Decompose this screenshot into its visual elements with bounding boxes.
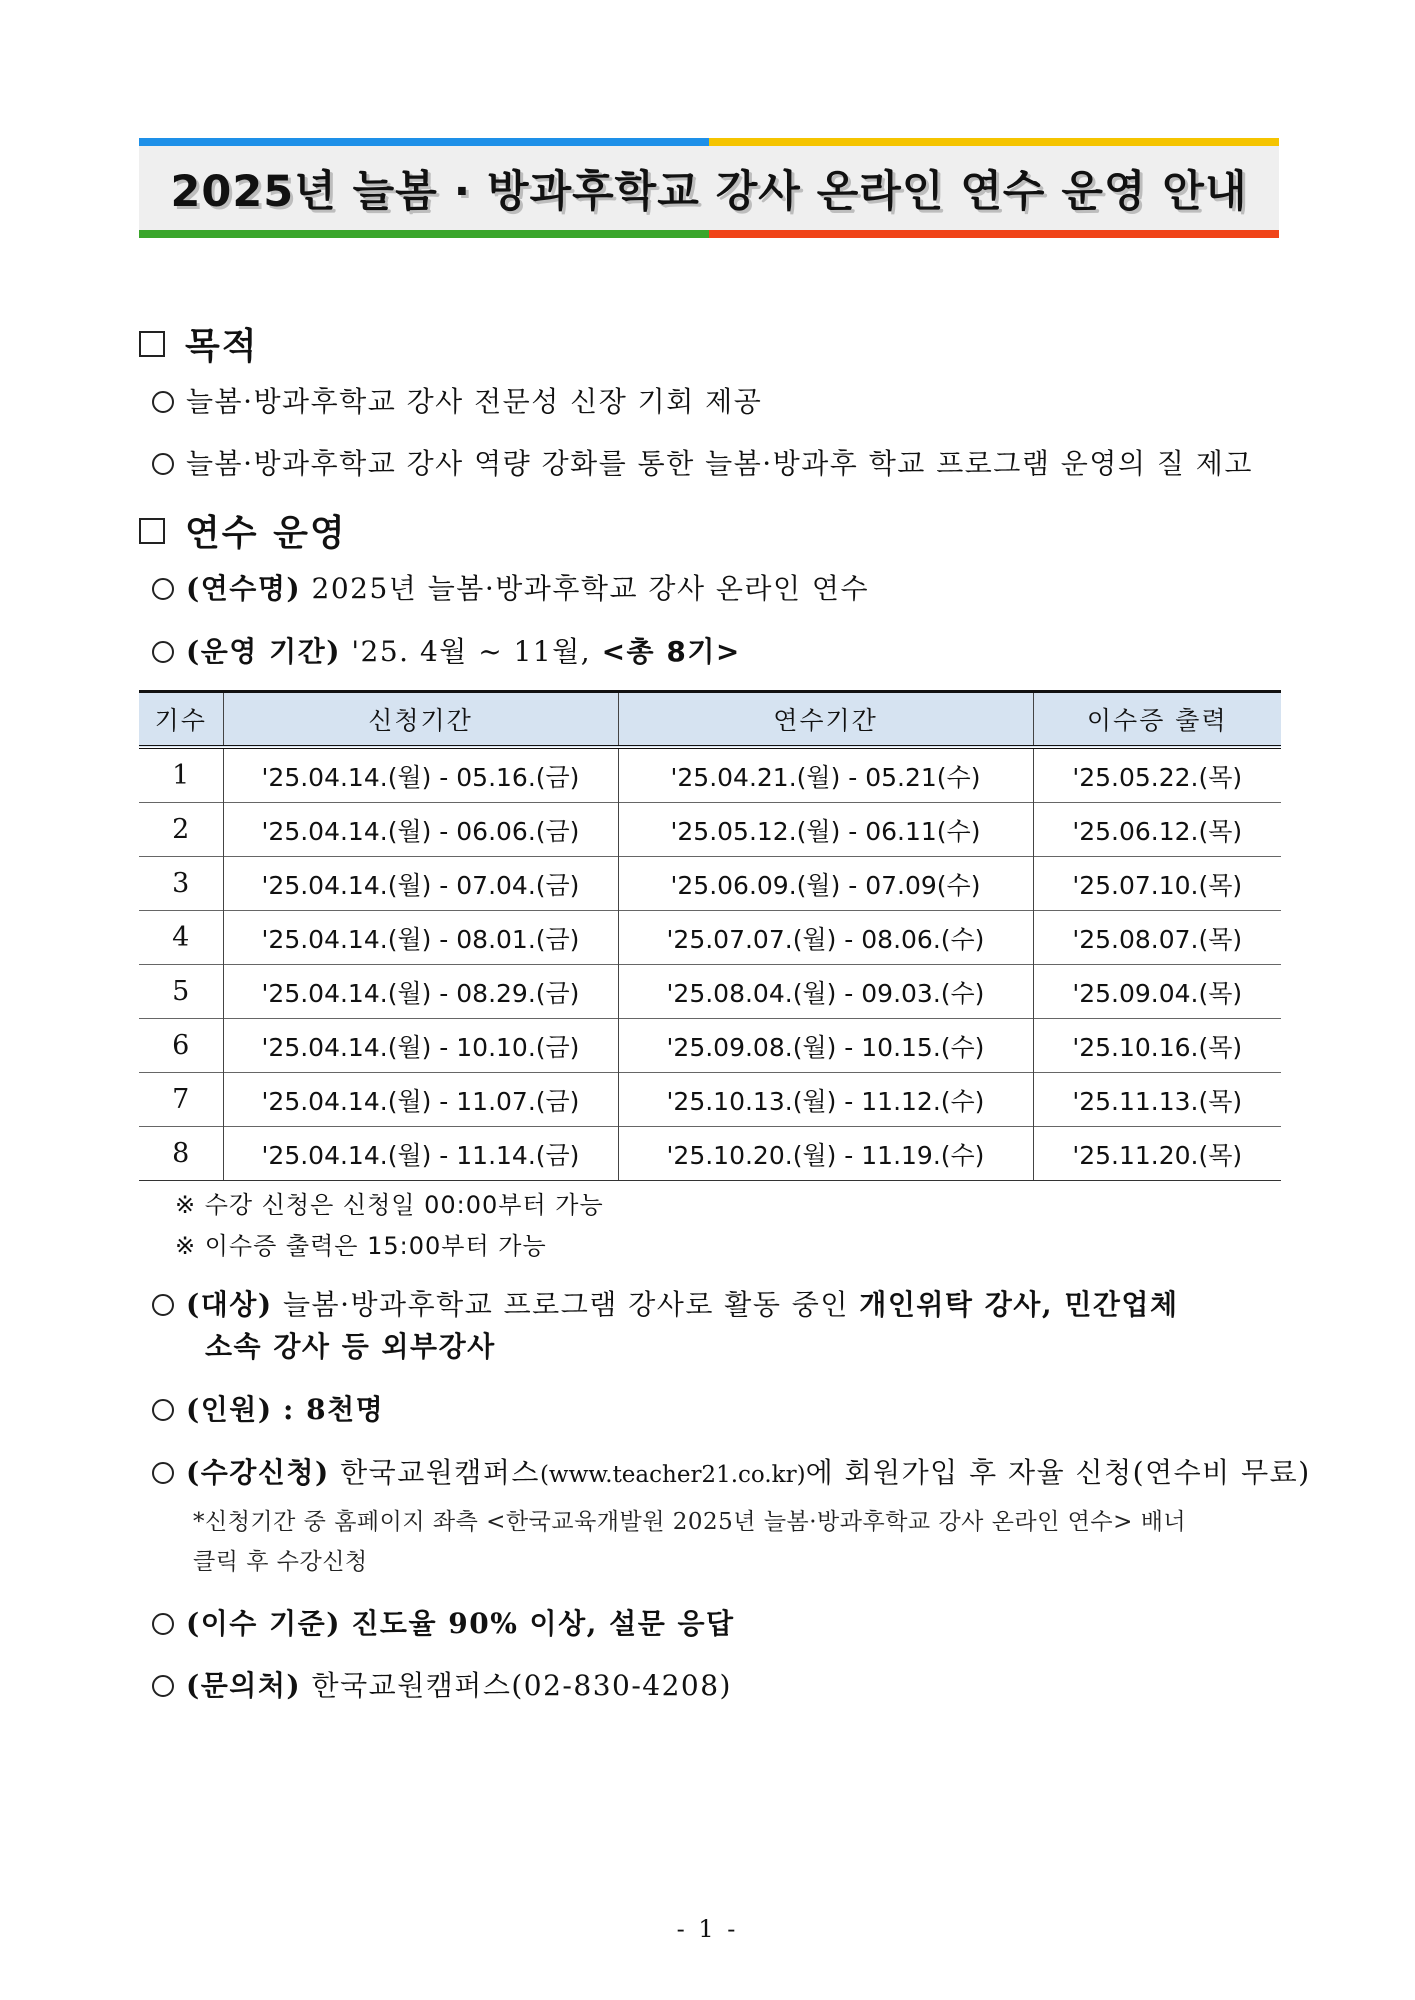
- enroll-item: (수강신청) 한국교원캠퍼스(www.teacher21.co.kr)에 회원가입 후 자율 신청(연수비 무료): [152, 1451, 1311, 1491]
- circle-bullet-icon: [152, 453, 174, 475]
- header-training-period: 연수기간: [618, 692, 1033, 748]
- enroll-subnote-2: 클릭 후 수강신청: [193, 1549, 368, 1575]
- title-bar-yellow: [709, 138, 1279, 146]
- purpose-item-2: 늘봄·방과후학교 강사 역량 강화를 통한 늘봄·방과후 학교 프로그램 운영의 질 제고: [152, 442, 1253, 482]
- count-item: (인원) : 8천명: [152, 1388, 384, 1428]
- header-cohort: 기수: [139, 692, 223, 748]
- table-row: 8 '25.04.14.(월) - 11.14.(금) '25.10.20.(월) - 11.19.(수) '25.11.20.(목): [139, 1127, 1281, 1181]
- square-bullet-icon: [139, 518, 165, 544]
- contact-item: (문의처) 한국교원캠퍼스(02-830-4208): [152, 1664, 732, 1704]
- title-background: [139, 146, 1279, 230]
- title-bar-green: [139, 230, 709, 238]
- training-period-item: (운영 기간) '25. 4월 ~ 11월, <총 8기>: [152, 630, 741, 670]
- enroll-subnote-1: *신청기간 중 홈페이지 좌측 <한국교육개발원 2025년 늘봄·방과후학교 강사 온라인 연수> 배너: [193, 1509, 1187, 1535]
- note-enrollment-time: ※ 수강 신청은 신청일 00:00부터 가능: [175, 1191, 604, 1219]
- circle-bullet-icon: [152, 1613, 174, 1635]
- header-certificate: 이수증 출력: [1033, 692, 1281, 748]
- note-certificate-time: ※ 이수증 출력은 15:00부터 가능: [175, 1232, 547, 1260]
- purpose-item-1: 늘봄·방과후학교 강사 전문성 신장 기회 제공: [152, 380, 762, 420]
- target-item-continued: 소속 강사 등 외부강사: [205, 1330, 496, 1363]
- section-purpose: [139, 318, 259, 369]
- table-row: 2 '25.04.14.(월) - 06.06.(금) '25.05.12.(월) - 06.11(수) '25.06.12.(목): [139, 803, 1281, 857]
- header-application-period: 신청기간: [223, 692, 618, 748]
- table-row: 7 '25.04.14.(월) - 11.07.(금) '25.10.13.(월) - 11.12.(수) '25.11.13.(목): [139, 1073, 1281, 1127]
- table-row: 6 '25.04.14.(월) - 10.10.(금) '25.09.08.(월) - 10.15.(수) '25.10.16.(목): [139, 1019, 1281, 1073]
- section-heading: 연수 운영: [185, 513, 347, 554]
- target-item: (대상) 늘봄·방과후학교 프로그램 강사로 활동 중인 개인위탁 강사, 민간업체: [152, 1283, 1179, 1323]
- square-bullet-icon: [139, 331, 165, 357]
- page-title: 2025년 늘봄 · 방과후학교 강사 온라인 연수 운영 안내: [170, 166, 1248, 217]
- schedule-table: [139, 690, 1281, 1181]
- table-row: 5 '25.04.14.(월) - 08.29.(금) '25.08.04.(월) - 09.03.(수) '25.09.04.(목): [139, 965, 1281, 1019]
- title-bar-red: [709, 230, 1279, 238]
- training-name-item: (연수명) 2025년 늘봄·방과후학교 강사 온라인 연수: [152, 567, 869, 607]
- circle-bullet-icon: [152, 1294, 174, 1316]
- circle-bullet-icon: [152, 641, 174, 663]
- circle-bullet-icon: [152, 391, 174, 413]
- table-row: 1 '25.04.14.(월) - 05.16.(금) '25.04.21.(월) - 05.21(수) '25.05.22.(목): [139, 747, 1281, 803]
- table-header-row: [139, 692, 1281, 748]
- circle-bullet-icon: [152, 1675, 174, 1697]
- page-number: - 1 -: [676, 1915, 739, 1943]
- enroll-url-link[interactable]: (www.teacher21.co.kr): [539, 1462, 806, 1488]
- section-operation: [139, 505, 347, 556]
- table-row: 4 '25.04.14.(월) - 08.01.(금) '25.07.07.(월) - 08.06.(수) '25.08.07.(목): [139, 911, 1281, 965]
- circle-bullet-icon: [152, 1462, 174, 1484]
- circle-bullet-icon: [152, 1399, 174, 1421]
- criteria-item: (이수 기준) 진도율 90% 이상, 설문 응답: [152, 1602, 735, 1642]
- table-row: 3 '25.04.14.(월) - 07.04.(금) '25.06.09.(월) - 07.09(수) '25.07.10.(목): [139, 857, 1281, 911]
- title-bar-blue: [139, 138, 709, 146]
- title-banner: [139, 138, 1279, 238]
- section-heading: 목적: [185, 326, 259, 367]
- circle-bullet-icon: [152, 578, 174, 600]
